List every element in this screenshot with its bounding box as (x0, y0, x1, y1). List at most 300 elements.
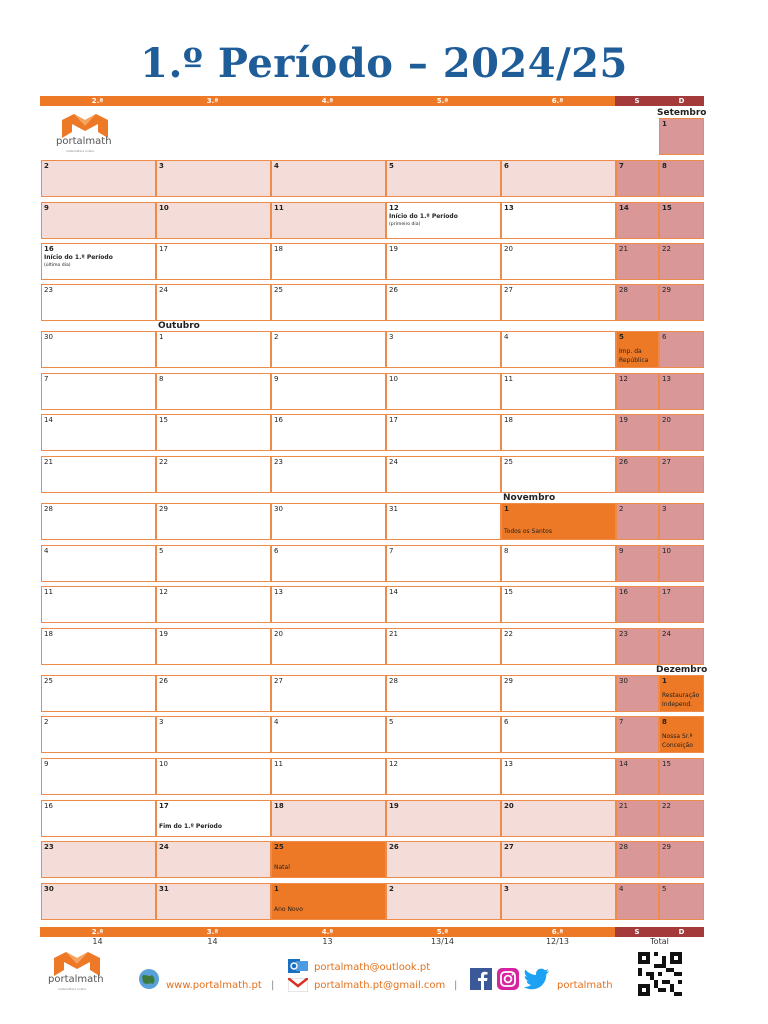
calendar-day-cell (659, 883, 704, 920)
day-number: 5 (389, 162, 394, 170)
brand-tagline: matemática online (58, 987, 87, 991)
day-number: 9 (44, 204, 49, 212)
calendar-day-cell (156, 503, 271, 540)
day-number: 24 (159, 843, 169, 851)
brand-name: portalmath (56, 136, 112, 147)
logo-icon (62, 114, 108, 138)
calendar-day-cell (271, 675, 386, 712)
calendar-day-cell (386, 284, 501, 321)
calendar-day-cell (271, 331, 386, 368)
total-wed: 13 (322, 937, 333, 946)
calendar-day-cell (501, 503, 616, 540)
month-novembro: Novembro (503, 493, 556, 503)
day-number: 5 (662, 885, 667, 893)
calendar-day-cell (386, 675, 501, 712)
calendar-day-cell (501, 202, 616, 239)
calendar-day-cell (616, 628, 659, 665)
gmail-email[interactable]: portalmath.pt@gmail.com (314, 980, 446, 991)
calendar-day-cell (271, 243, 386, 280)
day-number: 17 (389, 416, 398, 424)
total-mon: 14 (92, 937, 103, 946)
day-number: 17 (662, 588, 671, 596)
calendar-day-cell (616, 586, 659, 623)
day-number: 4 (274, 718, 279, 726)
calendar-day-cell (616, 160, 659, 197)
calendar-day-cell (271, 841, 386, 878)
day-note: Restauração (662, 692, 700, 700)
calendar-day-cell (271, 716, 386, 753)
day-number: 26 (389, 843, 399, 851)
separator: | (454, 980, 458, 991)
day-number: 15 (504, 588, 513, 596)
calendar-day-cell (616, 716, 659, 753)
month-dezembro: Dezembro (656, 665, 708, 675)
calendar-day-cell (501, 586, 616, 623)
calendar-day-cell (501, 414, 616, 451)
day-note: (primeiro dia) (389, 221, 421, 227)
calendar-day-cell (501, 758, 616, 795)
website-link[interactable]: www.portalmath.pt (166, 980, 262, 991)
day-sun: D (659, 927, 704, 937)
day-header-bottom (40, 927, 704, 937)
day-note: Natal (274, 864, 290, 872)
day-sun: D (659, 96, 704, 106)
day-number: 28 (619, 843, 628, 851)
calendar-day-cell (616, 456, 659, 493)
day-number: 3 (662, 505, 667, 513)
calendar-day-cell (386, 414, 501, 451)
day-note: Imp. da (619, 348, 642, 356)
day-number: 7 (44, 375, 49, 383)
day-number: 12 (389, 760, 398, 768)
calendar-day-cell (616, 758, 659, 795)
total-tue: 14 (207, 937, 218, 946)
calendar-day-cell (616, 800, 659, 837)
day-note: Independ. (662, 700, 693, 708)
day-number: 10 (159, 204, 169, 212)
day-note: Conceição (662, 741, 693, 749)
footer-logo (48, 952, 108, 992)
day-number: 20 (662, 416, 671, 424)
calendar-day-cell (501, 243, 616, 280)
day-number: 27 (504, 843, 514, 851)
day-number: 8 (662, 162, 667, 170)
social-handle: portalmath (557, 980, 613, 991)
day-number: 28 (44, 505, 53, 513)
calendar-day-cell (659, 758, 704, 795)
calendar-day-cell (271, 758, 386, 795)
day-number: 22 (159, 458, 168, 466)
calendar-day-cell (386, 373, 501, 410)
day-number: 10 (159, 760, 168, 768)
month-setembro: Setembro (657, 108, 707, 118)
day-number: 11 (504, 375, 513, 383)
day-number: 25 (44, 677, 53, 685)
calendar-day-cell (386, 883, 501, 920)
outlook-email[interactable]: portalmath@outlook.pt (314, 962, 431, 973)
calendar-day-cell (386, 160, 501, 197)
day-number: 12 (389, 204, 399, 212)
calendar-day-cell (659, 456, 704, 493)
month-outubro: Outubro (158, 321, 200, 331)
calendar-day-cell (386, 202, 501, 239)
day-number: 22 (504, 630, 513, 638)
day-number: 6 (662, 333, 667, 341)
day-number: 15 (662, 760, 671, 768)
day-wed: 4.ª (270, 927, 385, 937)
twitter-icon[interactable] (524, 968, 550, 990)
day-number: 2 (619, 505, 624, 513)
page-title: 1.º Período – 2024/25 (140, 40, 628, 87)
day-number: 27 (662, 458, 671, 466)
calendar-day-cell (659, 284, 704, 321)
calendar-day-cell (156, 716, 271, 753)
calendar-day-cell (616, 202, 659, 239)
calendar-day-cell (659, 800, 704, 837)
calendar-day-cell (501, 675, 616, 712)
calendar-day-cell (156, 545, 271, 582)
calendar-day-cell (156, 456, 271, 493)
day-number: 30 (619, 677, 628, 685)
qr-code-icon (638, 952, 682, 996)
day-number: 29 (662, 843, 671, 851)
calendar-day-cell (156, 284, 271, 321)
day-number: 29 (159, 505, 168, 513)
day-number: 14 (389, 588, 398, 596)
day-number: 9 (619, 547, 624, 555)
day-number: 1 (662, 677, 667, 685)
total-label: Total (650, 937, 669, 946)
calendar-day-cell (659, 716, 704, 753)
calendar-day-cell (271, 883, 386, 920)
day-number: 11 (44, 588, 53, 596)
day-note: Início do 1.º Período (389, 213, 458, 221)
calendar-day-cell (501, 284, 616, 321)
day-number: 4 (504, 333, 509, 341)
day-number: 1 (504, 505, 509, 513)
day-number: 1 (274, 885, 279, 893)
calendar-day-cell (271, 800, 386, 837)
day-number: 23 (44, 843, 54, 851)
day-number: 14 (44, 416, 53, 424)
day-number: 30 (274, 505, 283, 513)
day-number: 26 (159, 677, 168, 685)
day-number: 18 (44, 630, 53, 638)
day-number: 24 (159, 286, 168, 294)
day-number: 29 (504, 677, 513, 685)
total-thu: 13/14 (430, 937, 455, 946)
day-number: 23 (274, 458, 283, 466)
calendar-day-cell (41, 503, 156, 540)
instagram-icon[interactable] (497, 968, 519, 990)
day-number: 5 (159, 547, 164, 555)
day-number: 24 (662, 630, 671, 638)
day-number: 8 (159, 375, 164, 383)
day-number: 18 (274, 245, 283, 253)
calendar-day-cell (271, 586, 386, 623)
calendar-day-cell (271, 373, 386, 410)
day-number: 10 (389, 375, 398, 383)
day-mon: 2.ª (40, 96, 155, 106)
calendar-day-cell (659, 331, 704, 368)
day-number: 20 (504, 245, 513, 253)
calendar-day-cell (271, 545, 386, 582)
day-mon: 2.ª (40, 927, 155, 937)
day-number: 6 (274, 547, 279, 555)
day-number: 21 (619, 802, 628, 810)
day-note: Fim do 1.º Período (159, 823, 222, 831)
day-number: 26 (389, 286, 398, 294)
calendar-day-cell (659, 841, 704, 878)
calendar-day-cell (156, 160, 271, 197)
day-number: 28 (389, 677, 398, 685)
calendar-day-cell (41, 331, 156, 368)
day-thu: 5.ª (385, 96, 500, 106)
calendar-day-cell (271, 456, 386, 493)
day-number: 19 (619, 416, 628, 424)
day-number: 7 (619, 718, 624, 726)
calendar-day-cell (659, 628, 704, 665)
calendar-day-cell (386, 331, 501, 368)
day-number: 4 (274, 162, 279, 170)
calendar-day-cell (659, 160, 704, 197)
calendar-day-cell (156, 373, 271, 410)
day-number: 18 (274, 802, 284, 810)
calendar-day-cell (501, 373, 616, 410)
day-number: 3 (504, 885, 509, 893)
calendar-day-cell (659, 243, 704, 280)
calendar-day-cell (41, 284, 156, 321)
day-thu: 5.ª (385, 927, 500, 937)
day-number: 21 (389, 630, 398, 638)
calendar-day-cell (659, 373, 704, 410)
day-number: 26 (619, 458, 628, 466)
day-number: 19 (159, 630, 168, 638)
calendar-day-cell (156, 202, 271, 239)
day-number: 3 (389, 333, 394, 341)
calendar-day-cell (156, 414, 271, 451)
brand-logo (56, 114, 116, 154)
calendar-day-cell (386, 243, 501, 280)
day-fri: 6.ª (500, 96, 615, 106)
day-number: 20 (504, 802, 514, 810)
calendar-day-cell (41, 202, 156, 239)
calendar-day-cell (501, 800, 616, 837)
gmail-icon (288, 978, 308, 992)
calendar-day-cell (41, 586, 156, 623)
day-number: 8 (662, 718, 667, 726)
calendar-day-cell (616, 503, 659, 540)
calendar-day-cell (156, 243, 271, 280)
day-number: 19 (389, 802, 399, 810)
calendar-day-cell (41, 758, 156, 795)
day-number: 12 (619, 375, 628, 383)
day-number: 21 (619, 245, 628, 253)
calendar-day-cell (616, 883, 659, 920)
day-number: 11 (274, 760, 283, 768)
day-number: 31 (159, 885, 169, 893)
calendar-day-cell (659, 586, 704, 623)
day-number: 9 (44, 760, 49, 768)
logo-icon (54, 952, 100, 976)
calendar-day-cell (659, 545, 704, 582)
day-number: 7 (389, 547, 394, 555)
brand-name: portalmath (48, 974, 104, 985)
day-number: 2 (274, 333, 279, 341)
day-sat: S (615, 96, 659, 106)
day-number: 2 (389, 885, 394, 893)
day-note: Ano Novo (274, 906, 303, 914)
day-number: 13 (504, 760, 513, 768)
day-number: 25 (504, 458, 513, 466)
calendar-day-cell (271, 202, 386, 239)
day-number: 6 (504, 718, 509, 726)
day-number: 16 (44, 245, 54, 253)
day-number: 2 (44, 718, 49, 726)
day-number: 3 (159, 718, 164, 726)
day-number: 1 (662, 120, 667, 128)
day-number: 27 (274, 677, 283, 685)
calendar-day-cell (501, 628, 616, 665)
day-number: 13 (662, 375, 671, 383)
day-number: 1 (159, 333, 164, 341)
day-number: 25 (274, 843, 284, 851)
calendar-day-cell (386, 758, 501, 795)
day-number: 6 (504, 162, 509, 170)
day-number: 28 (619, 286, 628, 294)
day-number: 17 (159, 245, 168, 253)
day-number: 7 (619, 162, 624, 170)
day-number: 11 (274, 204, 284, 212)
day-number: 16 (274, 416, 283, 424)
calendar-day-cell (41, 160, 156, 197)
day-number: 9 (274, 375, 279, 383)
day-number: 17 (159, 802, 169, 810)
day-number: 16 (44, 802, 53, 810)
day-number: 15 (662, 204, 672, 212)
calendar-day-cell (156, 675, 271, 712)
day-number: 13 (504, 204, 514, 212)
calendar-day-cell (386, 800, 501, 837)
total-fri: 12/13 (545, 937, 570, 946)
day-number: 31 (389, 505, 398, 513)
calendar-day-cell (501, 716, 616, 753)
day-number: 4 (619, 885, 624, 893)
calendar-day-cell (386, 628, 501, 665)
calendar-day-cell (41, 373, 156, 410)
day-note: Nossa Sr.ª (662, 733, 693, 741)
calendar-day-cell (616, 373, 659, 410)
calendar-day-cell (41, 414, 156, 451)
day-number: 29 (662, 286, 671, 294)
day-note: Todos os Santos (504, 528, 552, 536)
calendar-day-cell (41, 841, 156, 878)
calendar-day-cell (41, 545, 156, 582)
calendar-day-cell (386, 456, 501, 493)
calendar-day-cell (156, 331, 271, 368)
calendar-day-cell (616, 243, 659, 280)
calendar-day-cell (386, 545, 501, 582)
calendar-day-cell (271, 160, 386, 197)
calendar-day-cell (156, 758, 271, 795)
calendar-day-cell (659, 503, 704, 540)
calendar-day-cell (271, 503, 386, 540)
day-number: 5 (619, 333, 624, 341)
calendar-day-cell (41, 456, 156, 493)
calendar-day-cell (501, 160, 616, 197)
calendar-day-cell (501, 841, 616, 878)
day-fri: 6.ª (500, 927, 615, 937)
day-wed: 4.ª (270, 96, 385, 106)
calendar-day-cell (41, 716, 156, 753)
calendar-day-cell (659, 414, 704, 451)
day-note: República (619, 356, 649, 364)
day-number: 15 (159, 416, 168, 424)
day-note: (último dia) (44, 262, 71, 268)
footer (0, 952, 768, 1012)
calendar-day-cell (616, 545, 659, 582)
calendar-day-cell (616, 675, 659, 712)
facebook-icon[interactable] (470, 968, 492, 990)
separator: | (271, 980, 275, 991)
day-number: 25 (274, 286, 283, 294)
day-number: 18 (504, 416, 513, 424)
day-number: 2 (44, 162, 49, 170)
day-number: 30 (44, 885, 54, 893)
day-number: 19 (389, 245, 398, 253)
calendar-day-cell (386, 841, 501, 878)
calendar-day-cell (616, 414, 659, 451)
day-number: 14 (619, 760, 628, 768)
day-number: 16 (619, 588, 628, 596)
calendar-day-cell (616, 284, 659, 321)
day-number: 14 (619, 204, 629, 212)
day-number: 27 (504, 286, 513, 294)
calendar-day-cell (156, 883, 271, 920)
day-number: 23 (619, 630, 628, 638)
outlook-icon (288, 958, 308, 974)
day-number: 8 (504, 547, 509, 555)
calendar-day-cell (501, 545, 616, 582)
day-number: 22 (662, 802, 671, 810)
day-number: 3 (159, 162, 164, 170)
calendar-day-cell (386, 503, 501, 540)
calendar-day-cell (156, 800, 271, 837)
day-number: 10 (662, 547, 671, 555)
calendar-day-cell (659, 202, 704, 239)
calendar-day-cell (659, 675, 704, 712)
calendar-day-cell (271, 414, 386, 451)
calendar-day-cell (41, 243, 156, 280)
calendar-day-cell (41, 675, 156, 712)
day-number: 5 (389, 718, 394, 726)
calendar-day-cell (501, 331, 616, 368)
day-number: 4 (44, 547, 49, 555)
calendar-day-cell (386, 586, 501, 623)
calendar-day-cell (41, 883, 156, 920)
calendar-day-cell (156, 628, 271, 665)
calendar-day-cell (386, 716, 501, 753)
day-tue: 3.ª (155, 927, 270, 937)
day-number: 23 (44, 286, 53, 294)
globe-icon (138, 968, 160, 990)
day-number: 20 (274, 630, 283, 638)
day-number: 22 (662, 245, 671, 253)
calendar-day-cell (659, 118, 704, 155)
day-note: Início do 1.º Período (44, 254, 113, 262)
day-number: 30 (44, 333, 53, 341)
calendar-day-cell (41, 628, 156, 665)
